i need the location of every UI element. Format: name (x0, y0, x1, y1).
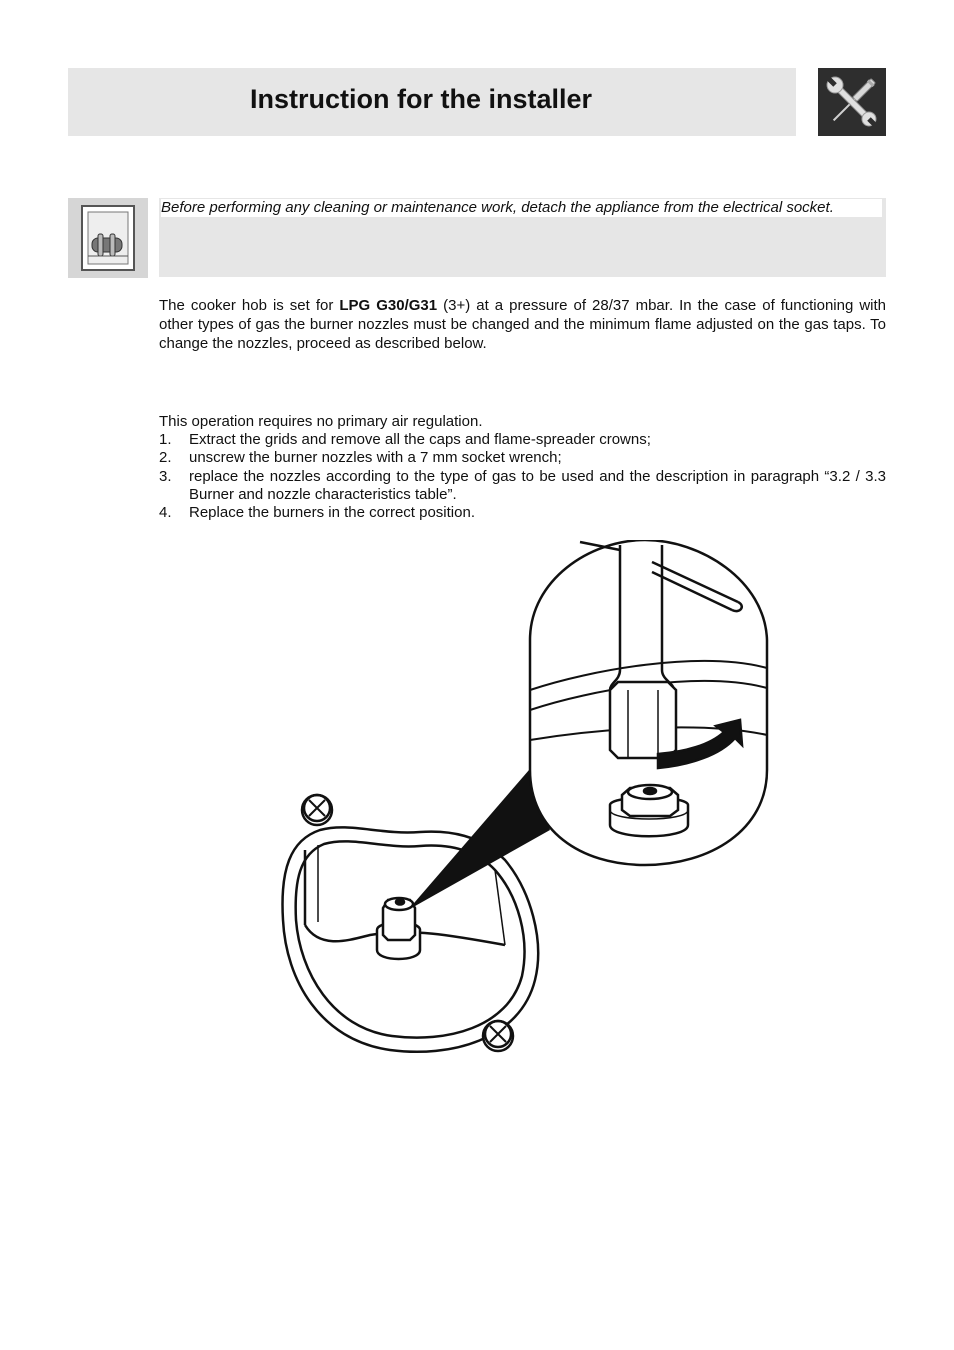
step-number: 2. (159, 449, 172, 467)
warning-text: Before performing any cleaning or maintenance work, detach the appliance from the electrical socket. (161, 199, 882, 217)
gas-setting-paragraph (159, 296, 886, 353)
step-text: Replace the burners in the correct position. (189, 504, 475, 522)
paragraph-text-before: The cooker hob is set for (159, 297, 340, 314)
step-text: Extract the grids and remove all the caps and flame-spreader crowns; (189, 431, 651, 448)
burner-nozzle-illustration (280, 540, 770, 1060)
gas-type-label: LPG G30/G31 (339, 297, 438, 314)
step-number: 4. (159, 504, 172, 522)
step-number: 3. (159, 467, 172, 485)
list-item (159, 449, 886, 467)
procedure-intro: This operation requires no primary air regulation. (159, 413, 483, 430)
page-title: Instruction for the installer (250, 84, 593, 114)
list-item (159, 431, 886, 449)
list-item (159, 504, 886, 522)
socket-plug-icon (68, 198, 148, 278)
procedure-steps (159, 431, 886, 522)
warning-box (159, 198, 886, 277)
paragraph-text-after: (3+) at a pressure of 28/37 mbar. In the case of functioning with other types of gas the burner nozzles must be changed and the minimum flame adjusted on the gas taps. To change the nozzles, proceed as described below. (159, 297, 887, 352)
step-number: 1. (159, 431, 172, 448)
list-item (159, 468, 886, 505)
step-text: unscrew the burner nozzles with a 7 mm socket wrench; (189, 449, 562, 467)
tools-icon (818, 68, 886, 136)
step-text: replace the nozzles according to the type of gas to be used and the description in paragraph “3.2 / 3.3 Burner and nozzle characteristics table”. (189, 467, 886, 503)
